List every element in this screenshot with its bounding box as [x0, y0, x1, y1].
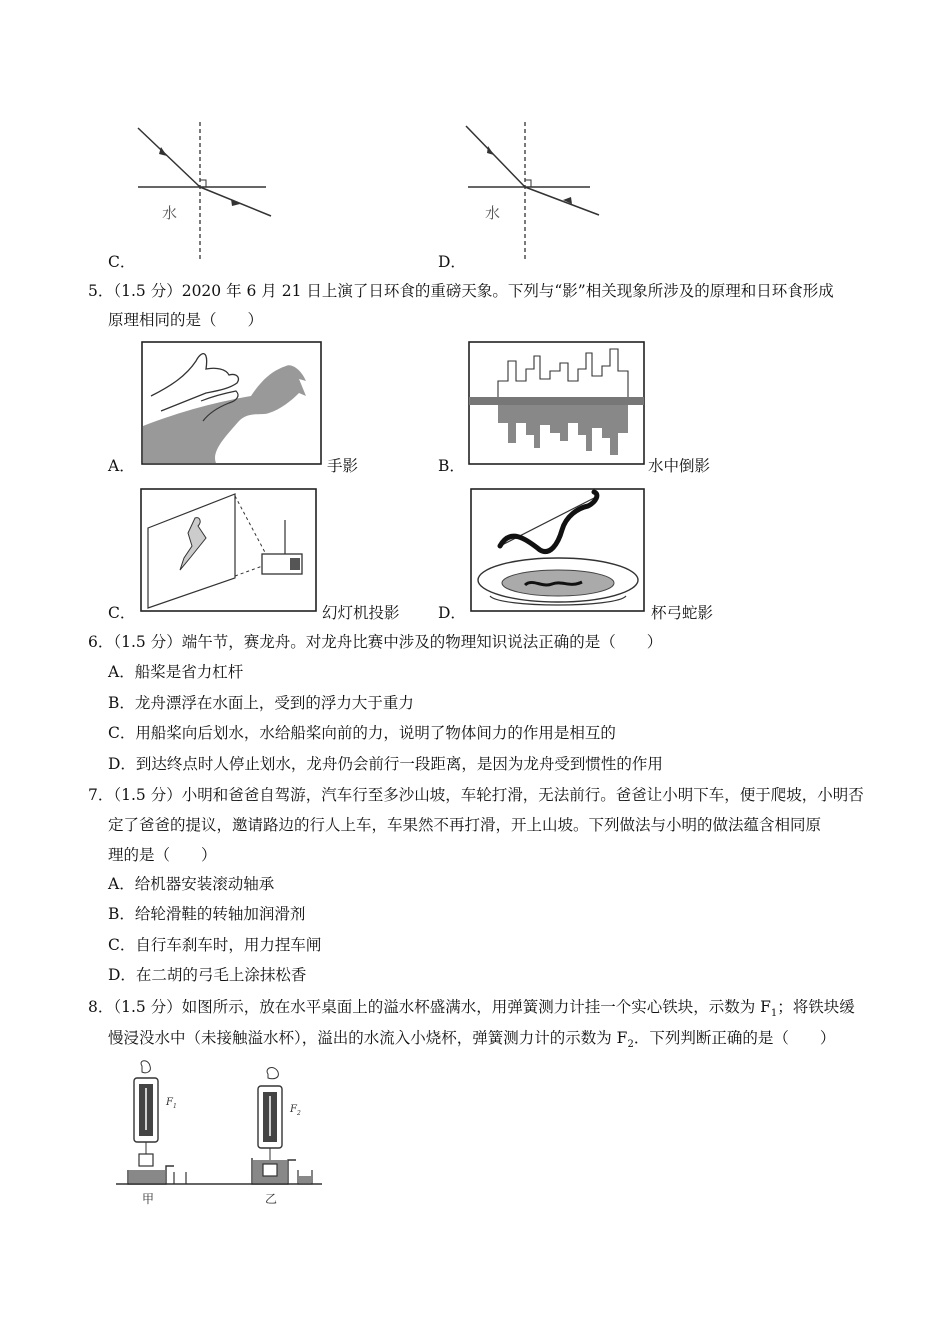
question-score: （1.5 分）	[113, 998, 182, 1016]
q5-option-b-caption: 水中倒影	[648, 457, 711, 475]
question-stem: 如图所示，放在水平桌面上的溢水杯盛满水，用弹簧测力计挂一个实心铁块，示数为 F	[181, 998, 771, 1016]
incident-ray	[138, 128, 200, 187]
q7-stem-line2: 定了爸爸的提议，邀请路边的行人上车，车果然不再打滑，开上山坡。下列做法与小明的做法蕴含相同原	[108, 816, 822, 834]
q5-option-d-label: D．	[438, 604, 466, 622]
q4-option-d-label: D．	[438, 253, 466, 271]
question-stem: 2020 年 6 月 21 日上演了日环食的重磅天象。下列与“影”相关现象所涉及的原理和日环食形成	[181, 282, 834, 300]
question-score: （1.5 分）	[113, 786, 182, 804]
iron-block-right	[263, 1164, 277, 1176]
water-label: 水	[485, 204, 501, 222]
subscript: 2	[296, 1110, 301, 1117]
question-stem: 小明和爸爸自驾游，汽车行至多沙山坡，车轮打滑，无法前行。爸爸让小明下车，便于爬坡，小明否	[181, 786, 864, 804]
question-number: 7．	[88, 786, 114, 804]
question-score: （1.5 分）	[113, 282, 182, 300]
q5-option-d-caption: 杯弓蛇影	[651, 604, 714, 622]
hand-icon	[267, 1068, 278, 1079]
q7-stem-line3: 理的是（ ）	[108, 846, 217, 864]
q7-stem-line1	[88, 780, 864, 810]
subscript: 2	[627, 1039, 634, 1051]
question-stem: ．下列判断正确的是（ ）	[633, 1029, 836, 1047]
question-stem: ；将铁块缓	[777, 998, 855, 1016]
water-line	[469, 397, 644, 405]
question-score: （1.5 分）	[113, 633, 182, 651]
arrow-icon	[487, 146, 494, 155]
q8-stem-line2	[108, 1023, 835, 1060]
q5-option-c-label: C．	[108, 604, 136, 622]
q5-option-a-image	[141, 341, 323, 465]
incident-ray	[466, 126, 525, 187]
water-left	[129, 1170, 165, 1183]
q5-option-a-caption: 手影	[327, 457, 359, 475]
q4-option-c-label: C．	[108, 253, 136, 271]
f1-label: $F_1$	[166, 1097, 177, 1110]
question-stem: 慢浸没水中（未接触溢水杯），溢出的水流入小烧杯，弹簧测力计的示数为 F	[108, 1029, 628, 1047]
right-angle-mark	[525, 180, 531, 187]
iron-block-left	[139, 1154, 153, 1166]
q4-option-d-diagram	[460, 118, 630, 268]
q5-option-c-image	[140, 488, 318, 612]
q5-option-c-caption: 幻灯机投影	[322, 604, 400, 622]
q6-option-a: A．船桨是省力杠杆	[108, 663, 244, 681]
hand-icon	[141, 1061, 150, 1073]
beaker-water	[299, 1176, 311, 1183]
f2-label: $F_2$	[290, 1104, 301, 1117]
question-number: 8．	[88, 998, 114, 1016]
q7-option-b: B．给轮滑鞋的转轴加润滑剂	[108, 905, 306, 923]
q8-figure	[112, 1060, 332, 1210]
question-number: 5．	[88, 282, 114, 300]
label-jia: 甲	[142, 1192, 155, 1206]
question-number: 6．	[88, 633, 114, 651]
subscript: 1	[172, 1103, 177, 1110]
q4-option-c-diagram	[130, 118, 300, 268]
q5-stem-line1	[88, 276, 834, 306]
q6-option-c: C．用船桨向后划水，水给船桨向前的力，说明了物体间力的作用是相互的	[108, 724, 616, 742]
question-stem: 端午节，赛龙舟。对龙舟比赛中涉及的物理知识说法正确的是（ ）	[181, 633, 663, 651]
q6-option-d: D．到达终点时人停止划水，龙舟仍会前行一段距离，是因为龙舟受到惯性的作用	[108, 755, 663, 773]
q7-option-a: A．给机器安装滚动轴承	[108, 875, 275, 893]
q5-option-b-label: B．	[438, 457, 465, 475]
projector-lens	[290, 558, 300, 570]
q6-option-b: B．龙舟漂浮在水面上，受到的浮力大于重力	[108, 694, 414, 712]
q5-option-d-image	[470, 488, 646, 612]
label-yi: 乙	[265, 1192, 278, 1206]
q7-option-d: D．在二胡的弓毛上涂抹松香	[108, 966, 307, 984]
refracted-ray	[525, 187, 599, 215]
q5-stem-line2: 原理相同的是（ ）	[108, 311, 264, 329]
q5-option-a-label: A．	[108, 457, 135, 475]
q5-option-b-image	[468, 341, 646, 465]
water-label: 水	[162, 204, 178, 222]
subscript: 1	[770, 1008, 778, 1020]
right-angle-mark	[200, 180, 206, 187]
q6-stem	[88, 627, 662, 657]
q7-option-c: C．自行车刹车时，用力捏车闸	[108, 936, 322, 954]
